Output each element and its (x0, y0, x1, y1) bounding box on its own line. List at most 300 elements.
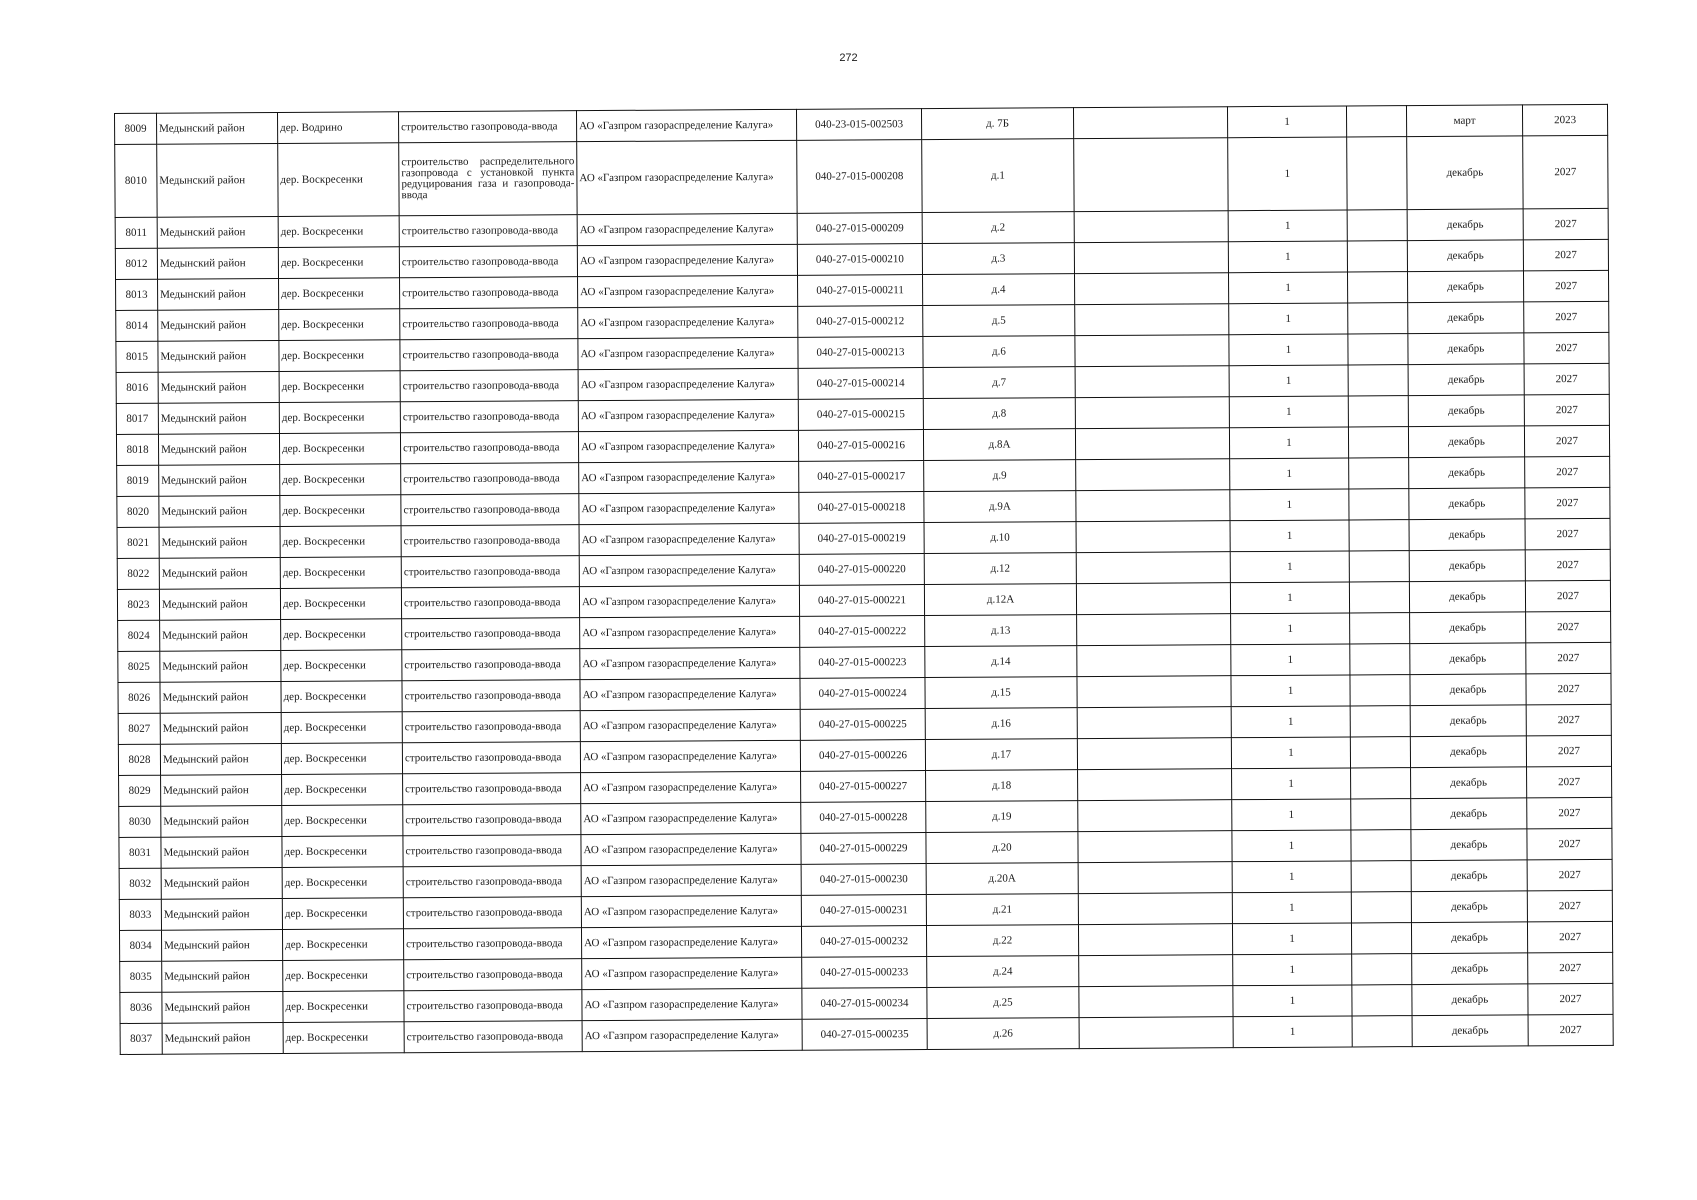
registry-number-cell: 040-27-015-000233 (802, 957, 927, 989)
owner-cell: АО «Газпром газораспределение Калуга» (580, 709, 800, 741)
quantity-cell: 1 (1229, 396, 1348, 428)
row-number: 8018 (116, 434, 158, 465)
settlement-cell: дер. Водрино (278, 112, 399, 144)
year-cell: 2027 (1523, 208, 1608, 240)
empty-cell (1076, 583, 1230, 615)
quantity-cell: 1 (1228, 210, 1347, 242)
house-number-cell: д.16 (925, 708, 1077, 740)
year-cell: 2027 (1525, 549, 1610, 581)
year-cell: 2027 (1528, 1014, 1613, 1046)
quantity-cell: 1 (1233, 985, 1352, 1017)
empty-cell (1352, 954, 1412, 985)
year-cell: 2027 (1526, 704, 1611, 736)
work-type-cell: строительство газопровода-ввода (400, 339, 578, 371)
empty-cell (1350, 706, 1410, 737)
empty-cell (1078, 800, 1232, 832)
year-cell: 2027 (1528, 952, 1613, 984)
quantity-cell: 1 (1228, 241, 1347, 273)
empty-cell (1349, 520, 1409, 551)
district-cell: Медынский район (159, 557, 280, 589)
year-cell: 2027 (1527, 859, 1612, 891)
row-number: 8022 (117, 558, 159, 589)
owner-cell: АО «Газпром газораспределение Калуга» (579, 523, 799, 555)
work-type-cell: строительство газопровода-ввода (402, 711, 580, 743)
row-number: 8020 (117, 496, 159, 527)
settlement-cell: дер. Воскресенки (280, 588, 401, 620)
empty-cell (1078, 924, 1232, 956)
row-number: 8031 (119, 837, 161, 868)
empty-cell (1351, 799, 1411, 830)
month-cell: декабрь (1407, 136, 1523, 210)
district-cell: Медынский район (161, 836, 282, 868)
house-number-cell: д.17 (925, 739, 1077, 771)
registry-number-cell: 040-27-015-000208 (797, 140, 922, 214)
house-number-cell: д.6 (923, 336, 1075, 368)
empty-cell (1348, 396, 1408, 427)
year-cell: 2027 (1526, 735, 1611, 767)
empty-cell (1350, 613, 1410, 644)
quantity-cell: 1 (1229, 303, 1348, 335)
year-cell: 2027 (1525, 456, 1610, 488)
settlement-cell: дер. Воскресенки (282, 929, 403, 961)
settlement-cell: дер. Воскресенки (280, 464, 401, 496)
row-number: 8035 (120, 961, 162, 992)
owner-cell: АО «Газпром газораспределение Калуга» (582, 957, 802, 989)
row-number: 8032 (119, 868, 161, 899)
quantity-cell: 1 (1232, 892, 1351, 924)
year-cell: 2027 (1524, 363, 1609, 395)
district-cell: Медынский район (157, 247, 278, 279)
settlement-cell: дер. Воскресенки (281, 681, 402, 713)
month-cell: декабрь (1410, 674, 1526, 706)
month-cell: декабрь (1411, 798, 1527, 830)
settlement-cell: дер. Воскресенки (281, 712, 402, 744)
empty-cell (1351, 892, 1411, 923)
work-type-cell: строительство газопровода-ввода (403, 928, 581, 960)
house-number-cell: д.14 (925, 646, 1077, 678)
quantity-cell: 1 (1231, 613, 1350, 645)
house-number-cell: д.9А (924, 491, 1076, 523)
month-cell: декабрь (1410, 736, 1526, 768)
row-number: 8024 (118, 620, 160, 651)
empty-cell (1078, 862, 1232, 894)
settlement-cell: дер. Воскресенки (278, 216, 399, 248)
empty-cell (1074, 273, 1228, 305)
empty-cell (1349, 582, 1409, 613)
year-cell: 2027 (1525, 487, 1610, 519)
empty-cell (1077, 676, 1231, 708)
work-type-cell: строительство газопровода-ввода (401, 494, 579, 526)
month-cell: декабрь (1408, 333, 1524, 365)
quantity-cell: 1 (1232, 830, 1351, 862)
year-cell: 2027 (1526, 642, 1611, 674)
month-cell: декабрь (1407, 209, 1523, 241)
settlement-cell: дер. Воскресенки (280, 526, 401, 558)
work-type-cell: строительство газопровода-ввода (402, 680, 580, 712)
house-number-cell: д.4 (923, 274, 1075, 306)
empty-cell (1079, 955, 1233, 987)
month-cell: декабрь (1409, 488, 1525, 520)
district-cell: Медынский район (159, 464, 280, 496)
quantity-cell: 1 (1233, 954, 1352, 986)
work-type-cell: строительство газопровода-ввода (401, 587, 579, 619)
year-cell: 2027 (1524, 301, 1609, 333)
empty-cell (1075, 428, 1229, 460)
district-cell: Медынский район (161, 805, 282, 837)
district-cell: Медынский район (158, 402, 279, 434)
empty-cell (1077, 738, 1231, 770)
settlement-cell: дер. Воскресенки (281, 619, 402, 651)
row-number: 8028 (118, 744, 160, 775)
registry-number-cell: 040-27-015-000216 (798, 430, 923, 462)
empty-cell (1074, 242, 1228, 274)
registry-number-cell: 040-27-015-000214 (798, 368, 923, 400)
house-number-cell: д.21 (926, 894, 1078, 926)
owner-cell: АО «Газпром газораспределение Калуга» (581, 833, 801, 865)
house-number-cell: д.12 (924, 553, 1076, 585)
settlement-cell: дер. Воскресенки (280, 557, 401, 589)
owner-cell: АО «Газпром газораспределение Калуга» (577, 213, 797, 245)
district-cell: Медынский район (158, 309, 279, 341)
empty-cell (1350, 737, 1410, 768)
owner-cell: АО «Газпром газораспределение Калуга» (578, 368, 798, 400)
month-cell: декабрь (1407, 240, 1523, 272)
owner-cell: АО «Газпром газораспределение Калуга» (577, 140, 797, 214)
empty-cell (1347, 210, 1407, 241)
district-cell: Медынский район (161, 929, 282, 961)
owner-cell: АО «Газпром газораспределение Калуга» (579, 492, 799, 524)
row-number: 8015 (116, 341, 158, 372)
settlement-cell: дер. Воскресенки (279, 371, 400, 403)
quantity-cell: 1 (1232, 923, 1351, 955)
empty-cell (1076, 490, 1230, 522)
district-cell: Медынский район (160, 650, 281, 682)
empty-cell (1350, 644, 1410, 675)
registry-number-cell: 040-27-015-000212 (798, 306, 923, 338)
settlement-cell: дер. Воскресенки (279, 309, 400, 341)
month-cell: декабрь (1409, 550, 1525, 582)
district-cell: Медынский район (160, 681, 281, 713)
house-number-cell: д.15 (925, 677, 1077, 709)
row-number: 8025 (118, 651, 160, 682)
registry-number-cell: 040-27-015-000217 (799, 461, 924, 493)
work-type-cell: строительство газопровода-ввода (401, 556, 579, 588)
settlement-cell: дер. Воскресенки (282, 867, 403, 899)
work-type-cell: строительство газопровода-ввода (400, 308, 578, 340)
row-number: 8034 (119, 930, 161, 961)
registry-number-cell: 040-27-015-000232 (801, 926, 926, 958)
house-number-cell: д.18 (926, 770, 1078, 802)
month-cell: декабрь (1408, 364, 1524, 396)
house-number-cell: д.22 (926, 925, 1078, 957)
empty-cell (1351, 830, 1411, 861)
owner-cell: АО «Газпром газораспределение Калуга» (580, 647, 800, 679)
year-cell: 2027 (1528, 983, 1613, 1015)
month-cell: декабрь (1411, 860, 1527, 892)
empty-cell (1348, 427, 1408, 458)
house-number-cell: д.25 (927, 987, 1079, 1019)
quantity-cell: 1 (1230, 489, 1349, 521)
work-type-cell: строительство газопровода-ввода (401, 463, 579, 495)
owner-cell: АО «Газпром газораспределение Калуга» (579, 554, 799, 586)
settlement-cell: дер. Воскресенки (281, 743, 402, 775)
row-number: 8009 (115, 113, 157, 144)
year-cell: 2027 (1526, 611, 1611, 643)
year-cell: 2027 (1523, 270, 1608, 302)
owner-cell: АО «Газпром газораспределение Калуга» (580, 678, 800, 710)
month-cell: декабрь (1410, 612, 1526, 644)
quantity-cell: 1 (1229, 365, 1348, 397)
quantity-cell: 1 (1231, 706, 1350, 738)
year-cell: 2027 (1524, 394, 1609, 426)
row-number: 8014 (116, 310, 158, 341)
year-cell: 2027 (1527, 766, 1612, 798)
work-type-cell: строительство газопровода-ввода (399, 246, 577, 278)
registry-number-cell: 040-27-015-000224 (800, 678, 925, 710)
work-type-cell: строительство газопровода-ввода (403, 897, 581, 929)
row-number: 8036 (120, 992, 162, 1023)
owner-cell: АО «Газпром газораспределение Калуга» (578, 337, 798, 369)
house-number-cell: д.24 (927, 956, 1079, 988)
row-number: 8037 (120, 1023, 162, 1054)
owner-cell: АО «Газпром газораспределение Калуга» (578, 306, 798, 338)
district-cell: Медынский район (158, 371, 279, 403)
work-type-cell: строительство газопровода-ввода (402, 742, 580, 774)
quantity-cell: 1 (1232, 799, 1351, 831)
registry-number-cell: 040-27-015-000222 (800, 616, 925, 648)
year-cell: 2027 (1523, 135, 1608, 209)
work-type-cell: строительство распределительного газопровода с установкой пункта редуцирования газа и газопровода-ввода (399, 142, 577, 216)
registry-number-cell: 040-27-015-000221 (799, 585, 924, 617)
house-number-cell: д.3 (922, 243, 1074, 275)
empty-cell (1076, 521, 1230, 553)
work-type-cell: строительство газопровода-ввода (399, 215, 577, 247)
settlement-cell: дер. Воскресенки (283, 960, 404, 992)
house-number-cell: д.26 (927, 1018, 1079, 1050)
row-number: 8019 (117, 465, 159, 496)
house-number-cell: д.19 (926, 801, 1078, 833)
owner-cell: АО «Газпром газораспределение Калуга» (581, 771, 801, 803)
registry-number-cell: 040-27-015-000235 (802, 1019, 927, 1051)
quantity-cell: 1 (1228, 137, 1347, 211)
row-number: 8011 (115, 217, 157, 248)
settlement-cell: дер. Воскресенки (283, 1022, 404, 1054)
registry-number-cell: 040-27-015-000219 (799, 523, 924, 555)
empty-cell (1074, 138, 1228, 212)
owner-cell: АО «Газпром газораспределение Калуга» (582, 1019, 802, 1051)
quantity-cell: 1 (1230, 582, 1349, 614)
empty-cell (1076, 552, 1230, 584)
settlement-cell: дер. Воскресенки (283, 991, 404, 1023)
work-type-cell: строительство газопровода-ввода (400, 432, 578, 464)
owner-cell: АО «Газпром газораспределение Калуга» (582, 988, 802, 1020)
settlement-cell: дер. Воскресенки (280, 495, 401, 527)
row-number: 8026 (118, 682, 160, 713)
year-cell: 2027 (1527, 797, 1612, 829)
row-number: 8030 (119, 806, 161, 837)
registry-number-cell: 040-27-015-000228 (801, 802, 926, 834)
district-cell: Медынский район (160, 712, 281, 744)
empty-cell (1075, 304, 1229, 336)
work-type-cell: строительство газопровода-ввода (400, 401, 578, 433)
quantity-cell: 1 (1232, 861, 1351, 893)
owner-cell: АО «Газпром газораспределение Калуга» (581, 864, 801, 896)
district-cell: Медынский район (161, 774, 282, 806)
work-type-cell: строительство газопровода-ввода (400, 370, 578, 402)
owner-cell: АО «Газпром газораспределение Калуга» (579, 461, 799, 493)
empty-cell (1347, 137, 1407, 210)
district-cell: Медынский район (158, 433, 279, 465)
quantity-cell: 1 (1229, 427, 1348, 459)
month-cell: декабрь (1411, 891, 1527, 923)
work-type-cell: строительство газопровода-ввода (404, 990, 582, 1022)
gasification-table (114, 104, 1614, 1055)
settlement-cell: дер. Воскресенки (282, 774, 403, 806)
registry-number-cell: 040-27-015-000226 (800, 740, 925, 772)
empty-cell (1077, 645, 1231, 677)
row-number: 8012 (115, 248, 157, 279)
district-cell: Медынский район (161, 867, 282, 899)
quantity-cell: 1 (1230, 520, 1349, 552)
owner-cell: АО «Газпром газораспределение Калуга» (577, 244, 797, 276)
quantity-cell: 1 (1228, 272, 1347, 304)
empty-cell (1348, 365, 1408, 396)
owner-cell: АО «Газпром газораспределение Калуга» (581, 895, 801, 927)
registry-number-cell: 040-27-015-000215 (798, 399, 923, 431)
work-type-cell: строительство газопровода-ввода (401, 525, 579, 557)
empty-cell (1351, 768, 1411, 799)
quantity-cell: 1 (1233, 1016, 1352, 1048)
owner-cell: АО «Газпром газораспределение Калуга» (580, 740, 800, 772)
registry-number-cell: 040-27-015-000220 (799, 554, 924, 586)
district-cell: Медынский район (159, 526, 280, 558)
house-number-cell: д.7 (923, 367, 1075, 399)
house-number-cell: д.20 (926, 832, 1078, 864)
settlement-cell: дер. Воскресенки (281, 650, 402, 682)
row-number: 8029 (119, 775, 161, 806)
empty-cell (1347, 272, 1407, 303)
empty-cell (1078, 769, 1232, 801)
row-number: 8023 (117, 589, 159, 620)
empty-cell (1349, 551, 1409, 582)
house-number-cell: д.2 (922, 212, 1074, 244)
owner-cell: АО «Газпром газораспределение Калуга» (579, 585, 799, 617)
district-cell: Медынский район (160, 743, 281, 775)
row-number: 8017 (116, 403, 158, 434)
empty-cell (1079, 1017, 1233, 1049)
month-cell: декабрь (1408, 426, 1524, 458)
district-cell: Медынский район (157, 144, 278, 218)
house-number-cell: д.8А (923, 429, 1075, 461)
empty-cell (1348, 303, 1408, 334)
empty-cell (1074, 211, 1228, 243)
month-cell: декабрь (1410, 643, 1526, 675)
registry-number-cell: 040-27-015-000218 (799, 492, 924, 524)
settlement-cell: дер. Воскресенки (279, 340, 400, 372)
empty-cell (1346, 106, 1406, 137)
house-number-cell: д.5 (923, 305, 1075, 337)
settlement-cell: дер. Воскресенки (282, 805, 403, 837)
work-type-cell: строительство газопровода-ввода (400, 277, 578, 309)
empty-cell (1077, 614, 1231, 646)
work-type-cell: строительство газопровода-ввода (402, 618, 580, 650)
work-type-cell: строительство газопровода-ввода (402, 649, 580, 681)
registry-number-cell: 040-27-015-000209 (797, 213, 922, 245)
row-number: 8033 (119, 899, 161, 930)
quantity-cell: 1 (1231, 737, 1350, 769)
month-cell: декабрь (1408, 395, 1524, 427)
district-cell: Медынский район (157, 216, 278, 248)
district-cell: Медынский район (160, 619, 281, 651)
empty-cell (1078, 831, 1232, 863)
empty-cell (1349, 458, 1409, 489)
work-type-cell: строительство газопровода-ввода (404, 1021, 582, 1053)
registry-number-cell: 040-27-015-000225 (800, 709, 925, 741)
empty-cell (1075, 335, 1229, 367)
registry-number-cell: 040-27-015-000231 (801, 895, 926, 927)
year-cell: 2027 (1527, 890, 1612, 922)
empty-cell (1078, 893, 1232, 925)
district-cell: Медынский район (162, 960, 283, 992)
month-cell: декабрь (1411, 767, 1527, 799)
table-row (115, 135, 1608, 217)
owner-cell: АО «Газпром газораспределение Калуга» (578, 430, 798, 462)
owner-cell: АО «Газпром газораспределение Калуга» (581, 926, 801, 958)
house-number-cell: д.10 (924, 522, 1076, 554)
district-cell: Медынский район (161, 898, 282, 930)
work-type-cell: строительство газопровода-ввода (404, 959, 582, 991)
owner-cell: АО «Газпром газораспределение Калуга» (578, 275, 798, 307)
district-cell: Медынский район (157, 113, 278, 145)
row-number: 8013 (116, 279, 158, 310)
settlement-cell: дер. Воскресенки (279, 278, 400, 310)
registry-number-cell: 040-27-015-000227 (801, 771, 926, 803)
year-cell: 2027 (1524, 332, 1609, 364)
month-cell: декабрь (1409, 519, 1525, 551)
registry-number-cell: 040-23-015-002503 (796, 109, 921, 141)
quantity-cell: 1 (1231, 675, 1350, 707)
year-cell: 2027 (1523, 239, 1608, 271)
month-cell: декабрь (1412, 1015, 1528, 1047)
house-number-cell: д.20А (926, 863, 1078, 895)
row-number: 8027 (118, 713, 160, 744)
settlement-cell: дер. Воскресенки (282, 836, 403, 868)
row-number: 8021 (117, 527, 159, 558)
quantity-cell: 1 (1231, 644, 1350, 676)
empty-cell (1352, 1016, 1412, 1047)
owner-cell: АО «Газпром газораспределение Калуга» (581, 802, 801, 834)
settlement-cell: дер. Воскресенки (279, 433, 400, 465)
registry-number-cell: 040-27-015-000210 (797, 244, 922, 276)
registry-number-cell: 040-27-015-000230 (801, 864, 926, 896)
registry-number-cell: 040-27-015-000234 (802, 988, 927, 1020)
work-type-cell: строительство газопровода-ввода (403, 773, 581, 805)
work-type-cell: строительство газопровода-ввода (403, 835, 581, 867)
house-number-cell: д.13 (925, 615, 1077, 647)
quantity-cell: 1 (1230, 551, 1349, 583)
page-number: 272 (839, 52, 858, 64)
district-cell: Медынский район (158, 278, 279, 310)
district-cell: Медынский район (158, 340, 279, 372)
quantity-cell: 1 (1230, 458, 1349, 490)
month-cell: декабрь (1407, 271, 1523, 303)
month-cell: декабрь (1409, 457, 1525, 489)
table-body (115, 104, 1614, 1054)
district-cell: Медынский район (159, 588, 280, 620)
month-cell: декабрь (1412, 953, 1528, 985)
year-cell: 2027 (1527, 921, 1612, 953)
empty-cell (1352, 985, 1412, 1016)
